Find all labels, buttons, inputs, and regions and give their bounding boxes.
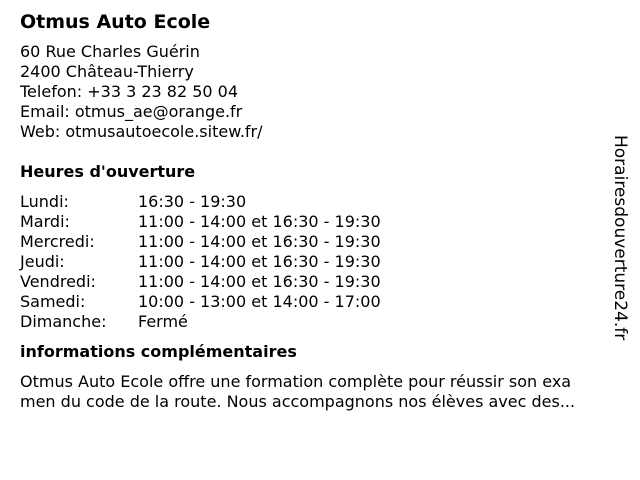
time-value: 16:30 - 19:30 [138,192,247,211]
hours-row-tuesday [20,212,610,232]
info-description [20,372,625,412]
address-line-1: 60 Rue Charles Guérin [20,42,200,61]
address-line-2: 2400 Château-Thierry [20,62,194,81]
hours-row-thursday [20,252,610,272]
hours-row-wednesday [20,232,610,252]
contact-block [20,42,610,142]
time-value: 11:00 - 14:00 et 16:30 - 19:30 [138,252,381,271]
phone-text: Telefon: +33 3 23 82 50 04 [20,82,239,101]
time-value: 11:00 - 14:00 et 16:30 - 19:30 [138,232,381,251]
time-value: 10:00 - 13:00 et 14:00 - 17:00 [138,292,381,311]
day-label: Samedi: [20,292,86,311]
website-text: Web: otmusautoecole.sitew.fr/ [20,122,263,141]
time-value: Fermé [138,312,188,331]
hours-row-saturday [20,292,610,312]
hours-row-monday [20,192,610,212]
time-value: 11:00 - 14:00 et 16:30 - 19:30 [138,212,381,231]
day-label: Mardi: [20,212,70,231]
info-heading: informations complémentaires [20,342,297,361]
day-label: Lundi: [20,192,69,211]
content-area [20,10,610,412]
info-line-1: Otmus Auto Ecole offre une formation complète pour réussir son exa [20,372,572,391]
hours-row-friday [20,272,610,292]
day-label: Vendredi: [20,272,96,291]
day-label: Jeudi: [20,252,65,271]
day-label: Dimanche: [20,312,107,331]
hours-heading: Heures d'ouverture [20,162,196,181]
day-label: Mercredi: [20,232,95,251]
opening-hours-list [20,192,610,332]
hours-row-sunday [20,312,610,332]
info-line-2: men du code de la route. Nous accompagnons nos élèves avec des... [20,392,576,411]
time-value: 11:00 - 14:00 et 16:30 - 19:30 [138,272,381,291]
email-text: Email: otmus_ae@orange.fr [20,102,243,121]
brand-watermark: Horairesdouverture24.fr [610,135,630,341]
business-name: Otmus Auto Ecole [20,11,211,33]
